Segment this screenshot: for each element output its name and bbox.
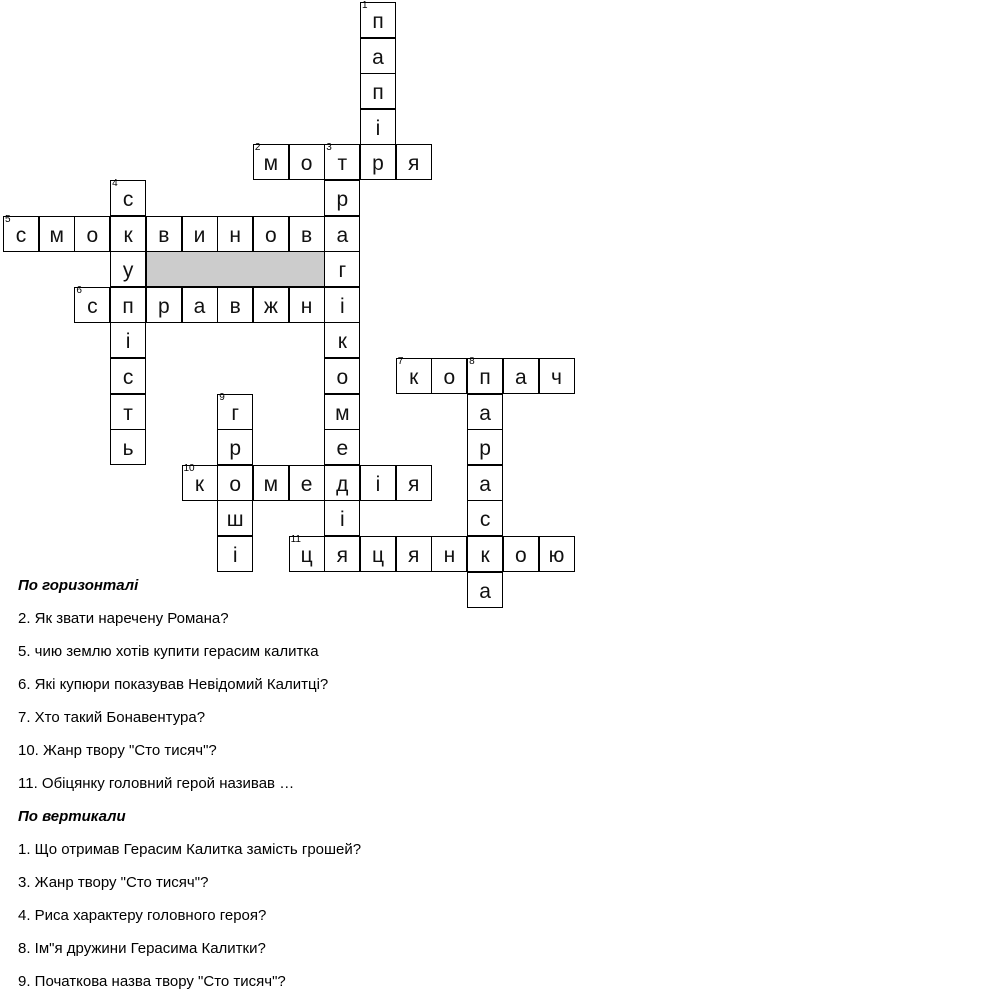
across-clue: 2. Як звати наречену Романа?	[18, 610, 229, 627]
clue-number: 2	[254, 142, 261, 154]
crossword-cell[interactable]	[360, 2, 396, 38]
cell-letter: с	[15, 223, 27, 247]
crossword-cell[interactable]	[182, 287, 218, 323]
crossword-cell[interactable]	[431, 358, 467, 394]
cell-letter: а	[479, 401, 491, 425]
across-heading: По горизонталі	[18, 577, 139, 594]
cell-letter: н	[300, 294, 313, 318]
crossword-cell[interactable]	[360, 109, 396, 145]
crossword-cell[interactable]	[324, 429, 360, 465]
crossword-cell[interactable]	[360, 465, 396, 501]
cell-letter: я	[408, 472, 420, 496]
crossword-cell[interactable]	[110, 394, 146, 430]
cell-letter: і	[375, 472, 381, 496]
cell-letter: м	[263, 152, 279, 176]
crossword-cell[interactable]	[360, 38, 396, 74]
cell-letter: с	[87, 294, 98, 318]
clue-number: 8	[469, 356, 475, 367]
cell-letter: в	[229, 294, 241, 318]
crossword-cell[interactable]	[110, 216, 146, 252]
cell-letter: о	[86, 223, 99, 247]
cell-letter: м	[49, 223, 64, 247]
crossword-cell[interactable]	[110, 180, 146, 216]
cell-letter: я	[336, 544, 348, 567]
cell-letter: п	[479, 366, 491, 389]
crossword-cell[interactable]	[467, 465, 503, 501]
crossword-cell[interactable]	[324, 322, 360, 358]
cell-letter: м	[263, 472, 279, 496]
crossword-cell[interactable]	[289, 465, 325, 501]
cell-letter: а	[372, 45, 384, 69]
cell-letter: в	[158, 223, 170, 247]
cell-letter: д	[336, 472, 349, 496]
cell-letter: р	[372, 152, 384, 176]
crossword-cell[interactable]	[396, 465, 432, 501]
crossword-cell[interactable]	[324, 358, 360, 394]
clue-number: 1	[362, 0, 368, 11]
cell-letter: ж	[263, 294, 278, 318]
crossword-cell[interactable]	[324, 287, 360, 323]
crossword-cell[interactable]	[431, 536, 467, 572]
cell-letter: с	[122, 188, 134, 211]
crossword-cell[interactable]	[74, 284, 110, 323]
down-heading: По вертикали	[18, 808, 126, 825]
crossword-cell[interactable]	[110, 358, 146, 394]
cell-letter: а	[479, 579, 491, 603]
crossword-cell[interactable]	[467, 429, 503, 465]
clue-number: 7	[397, 356, 404, 367]
crossword-cell[interactable]	[217, 216, 253, 252]
clue-number: 4	[112, 178, 118, 189]
cell-letter: ц	[300, 544, 313, 567]
cell-letter: г	[338, 259, 347, 283]
crossword-cell[interactable]	[182, 216, 218, 252]
crossword-cell[interactable]	[324, 251, 360, 287]
cell-letter: о	[229, 472, 242, 496]
cell-letter: і	[125, 330, 131, 354]
down-clue: 8. Ім"я дружини Герасима Калитки?	[18, 940, 266, 957]
crossword-cell[interactable]	[289, 216, 325, 252]
cell-letter: у	[122, 259, 134, 283]
cell-letter: т	[123, 401, 133, 425]
across-clue: 7. Хто такий Бонавентура?	[18, 709, 206, 726]
down-clue: 9. Початкова назва твору "Сто тисяч"?	[18, 973, 286, 990]
crossword-cell[interactable]	[467, 394, 503, 430]
cell-letter: т	[337, 152, 348, 176]
crossword-cell[interactable]	[110, 287, 146, 323]
crossword-cell[interactable]	[110, 251, 146, 287]
crossword-cell[interactable]	[3, 213, 39, 252]
crossword-cell[interactable]	[289, 287, 325, 323]
crossword-cell[interactable]	[396, 358, 432, 394]
crossword-cell[interactable]	[146, 216, 182, 252]
crossword-cell[interactable]	[324, 500, 360, 536]
cell-letter: к	[337, 330, 347, 354]
cell-letter: р	[157, 294, 170, 318]
clue-number: 6	[76, 284, 82, 296]
across-clue: 5. чию землю хотів купити герасим калитка	[18, 643, 319, 660]
crossword-cell[interactable]	[539, 536, 575, 572]
clues-section	[18, 575, 918, 1004]
crossword-cell[interactable]	[324, 180, 360, 216]
crossword-cell[interactable]	[253, 287, 289, 323]
cell-letter: к	[480, 544, 490, 567]
clue-number: 11	[290, 534, 301, 545]
cell-letter: и	[193, 223, 206, 247]
clue-number: 9	[219, 391, 225, 403]
crossword-cell[interactable]	[39, 216, 75, 252]
crossword-cell[interactable]	[253, 216, 289, 252]
cell-letter: р	[229, 437, 242, 461]
cell-letter: а	[193, 294, 206, 318]
cell-letter: о	[265, 223, 277, 247]
crossword-cell[interactable]	[324, 216, 360, 252]
cell-letter: і	[232, 544, 238, 567]
cell-letter: я	[408, 152, 420, 176]
cell-letter: с	[479, 508, 491, 532]
crossword-cell[interactable]	[467, 500, 503, 536]
cell-letter: п	[122, 294, 134, 318]
crossword-cell[interactable]	[396, 144, 432, 180]
cell-letter: а	[479, 472, 491, 496]
shaded-block	[146, 251, 326, 287]
crossword-cell[interactable]	[324, 394, 360, 430]
crossword-cell[interactable]	[360, 73, 396, 109]
crossword-cell[interactable]	[467, 536, 503, 572]
cell-letter: е	[336, 437, 349, 461]
cell-letter: і	[339, 294, 345, 318]
crossword-cell[interactable]	[396, 536, 432, 572]
cell-letter: к	[409, 366, 419, 389]
down-clue: 1. Що отримав Герасим Калитка замість грошей?	[18, 841, 362, 858]
clue-number: 3	[326, 142, 332, 154]
cell-letter: р	[336, 188, 349, 211]
across-clue: 11. Обіцянку головний герой називав …	[18, 775, 295, 792]
crossword-cell[interactable]	[253, 465, 289, 501]
cell-letter: і	[375, 116, 381, 140]
crossword-cell[interactable]	[217, 500, 253, 536]
crossword-cell[interactable]	[217, 536, 253, 572]
cell-letter: ц	[371, 544, 385, 567]
crossword-cell[interactable]	[324, 536, 360, 572]
cell-letter: а	[336, 223, 349, 247]
cell-letter: н	[229, 223, 241, 247]
crossword-cell[interactable]	[503, 536, 539, 572]
across-clue: 6. Які купюри показував Невідомий Калитці?	[18, 676, 329, 693]
crossword-cell[interactable]	[324, 465, 360, 501]
cell-letter: е	[300, 472, 313, 496]
cell-letter: ч	[551, 366, 562, 389]
down-clue: 4. Риса характеру головного героя?	[18, 907, 267, 924]
cell-letter: н	[443, 544, 456, 567]
crossword-cell[interactable]	[324, 144, 360, 180]
crossword-cell[interactable]	[467, 358, 503, 394]
crossword-cell[interactable]	[146, 287, 182, 323]
cell-letter: о	[514, 544, 527, 567]
cell-letter: п	[372, 81, 384, 105]
cell-letter: а	[514, 366, 527, 389]
cell-letter: я	[408, 544, 420, 567]
down-clue: 3. Жанр твору "Сто тисяч"?	[18, 874, 209, 891]
crossword-cell[interactable]	[217, 391, 253, 430]
crossword-cell[interactable]	[360, 536, 396, 572]
cell-letter: р	[479, 437, 491, 461]
crossword-cell[interactable]	[289, 536, 325, 572]
crossword-cell[interactable]	[360, 144, 396, 180]
cell-letter: ю	[548, 544, 565, 567]
crossword-cell[interactable]	[289, 144, 325, 180]
cell-letter: ь	[122, 437, 134, 461]
cell-letter: о	[336, 366, 349, 389]
cell-letter: в	[301, 223, 313, 247]
cell-letter: г	[231, 401, 240, 425]
crossword-cell[interactable]	[110, 429, 146, 465]
crossword-cell[interactable]	[110, 322, 146, 358]
cell-letter: к	[194, 472, 205, 496]
clue-number: 5	[5, 213, 11, 225]
crossword-cell[interactable]	[182, 462, 218, 501]
cell-letter: с	[122, 366, 134, 389]
crossword-cell[interactable]	[217, 429, 253, 465]
crossword-cell[interactable]	[253, 144, 289, 180]
cell-letter: о	[443, 366, 456, 389]
cell-letter: п	[372, 10, 384, 33]
cell-letter: і	[339, 508, 345, 532]
across-clue: 10. Жанр твору "Сто тисяч"?	[18, 742, 217, 759]
cell-letter: м	[335, 401, 350, 425]
cell-letter: ш	[226, 508, 244, 532]
cell-letter: о	[300, 152, 313, 176]
crossword-cell[interactable]	[503, 358, 539, 394]
crossword-cell[interactable]	[217, 465, 253, 501]
cell-letter: к	[123, 223, 133, 247]
clue-number: 10	[183, 462, 195, 474]
crossword-cell[interactable]	[74, 216, 110, 252]
crossword-cell[interactable]	[217, 287, 253, 323]
crossword-cell[interactable]	[539, 358, 575, 394]
